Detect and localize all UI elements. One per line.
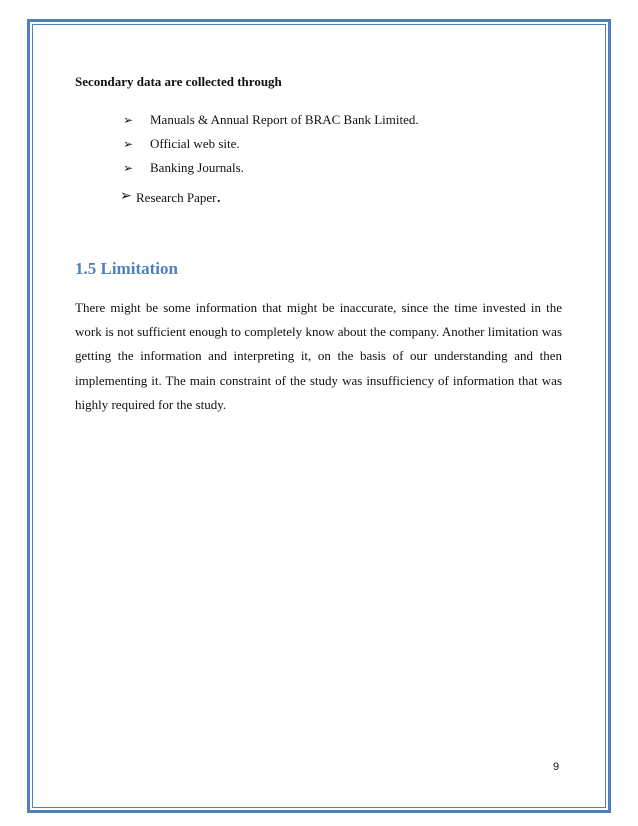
list-item — [120, 112, 419, 136]
list-item — [120, 160, 419, 184]
list-item-text: Official web site. — [150, 136, 240, 151]
list-item — [120, 184, 419, 212]
arrow-bullet-icon: ➢ — [123, 137, 134, 151]
secondary-data-heading: Secondary data are collected through — [75, 74, 282, 89]
list-item-text: Research Paper — [136, 190, 217, 205]
secondary-sources-list — [120, 112, 419, 212]
page-number: 9 — [553, 761, 560, 773]
arrow-bullet-icon: ➢ — [123, 113, 134, 127]
limitation-paragraph: There might be some information that might be inaccurate, since the time invested in the work is not sufficient enough to completely know about the company. Another limitation was getting the information and interpreting it, on the basis of our understanding and then implementing it. The main constraint of the study was insufficiency of information that was highly required for the study. — [75, 300, 562, 412]
arrow-bullet-icon: ➢ — [123, 161, 134, 175]
arrow-bullet-icon: ➢ — [120, 188, 132, 204]
list-item — [120, 136, 419, 160]
list-item-suffix: . — [216, 186, 221, 206]
section-heading: 1.5 Limitation — [75, 259, 178, 278]
list-item-text: Manuals & Annual Report of BRAC Bank Limited. — [150, 112, 419, 127]
list-item-text: Banking Journals. — [150, 160, 244, 175]
